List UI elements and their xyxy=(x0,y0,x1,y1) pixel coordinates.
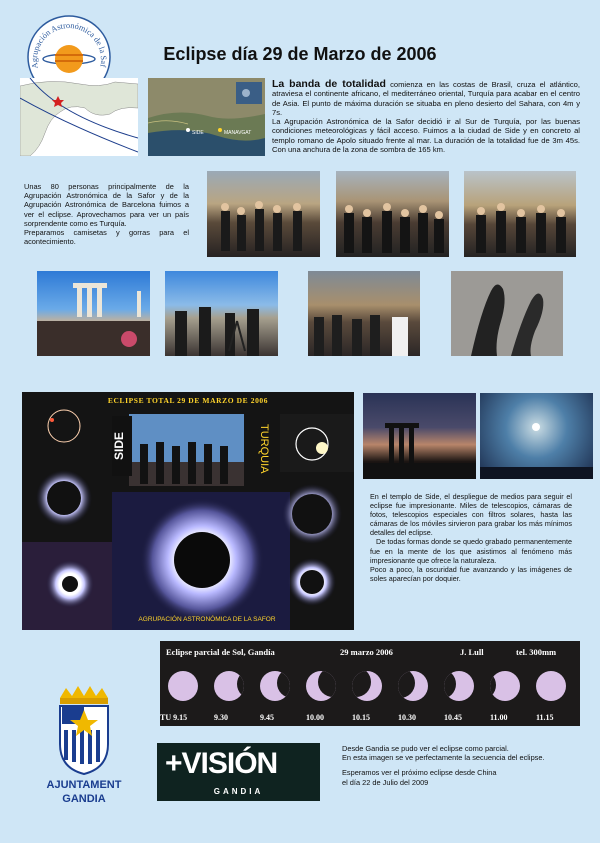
intro-text-2: La Agrupación Astronómica de la Safor decidió ir al Sur de Turquía, por las buenas condiciones meteorológicas y fácil acceso. Fuimos a la ciudad de Side y en concreto al templo romano de Apolo situado frente al mar. La duración de la totalidad fue de 3m 45s. Con una anchura de la zona de sombra de 165 km. xyxy=(272,117,580,155)
time-label: TU 9.15 xyxy=(160,713,188,722)
moon-shadow xyxy=(318,671,336,697)
panel-side-label: SIDE xyxy=(112,416,132,476)
sat-label-manavgat: MANAVGAT xyxy=(224,130,252,136)
mid-paragraph-1: En el templo de Side, el despliegue de medios para seguir el eclipse fue impresionante. Miles de telescopios, cámaras de fotos, telescopios especiales con filtros solares, hasta las cámaras de los móviles sirvieron para grabar los más mínimos detalles del eclipse. xyxy=(370,492,572,538)
telescopes-photo xyxy=(165,271,278,356)
sat-label-side: SIDE xyxy=(192,130,204,136)
partial-sun xyxy=(444,671,474,701)
panel-footer: AGRUPACIÓN ASTRONÓMICA DE LA SAFOR xyxy=(138,616,276,623)
panel-title: ECLIPSE TOTAL 29 DE MARZO DE 2006 xyxy=(107,396,269,405)
group-text-1: Unas 80 personas principalmente de la Agrupación Astronómica de la Safor y de la Agrupación Astronómica de Barcelona fuimos a ver el eclipse. Aprovechamos para ver un país sorprendente como es Turquía. xyxy=(24,182,189,228)
shadow-photo xyxy=(451,271,563,356)
panel-turquia-label: TURQUIA xyxy=(258,424,270,474)
group-paragraph xyxy=(24,182,189,246)
moon-shadow xyxy=(237,671,244,699)
partial-sun xyxy=(536,671,566,701)
moon-shadow xyxy=(444,671,456,699)
ruins-crowd-photo xyxy=(308,271,420,356)
strip-author: J. Lull xyxy=(460,647,484,657)
bottom-line-4: el día 22 de Julio del 2009 xyxy=(342,777,429,787)
strip-title: Eclipse parcial de Sol, Gandía xyxy=(166,647,275,657)
page-title: Eclipse día 29 de Marzo de 2006 xyxy=(163,44,437,64)
partial-sun xyxy=(168,671,198,701)
intro-lead: La banda de totalidad xyxy=(272,78,386,90)
group-photo-1 xyxy=(207,171,320,257)
time-label: 11.00 xyxy=(490,713,508,722)
bottom-line-1: Desde Gandia se pudo ver el eclipse como parcial. xyxy=(342,744,509,753)
partial-sun xyxy=(398,671,428,701)
moon-shadow xyxy=(277,671,290,698)
time-label: 10.15 xyxy=(352,713,370,722)
logo-text: Agrupación Astronómica de la Saf xyxy=(29,21,109,70)
bottom-notes xyxy=(342,744,592,793)
intro-text-1: comienza en las costas de Brasil, cruza el atlántico, atraviesa el continente africano, el mediterráneo oriental, Turquía para acabar en el centro de Asia. El punto de máxima duración se situaba en pleno desierto del Sahara, con 4m y 7s. xyxy=(272,80,580,117)
vision-logo-subtext: GANDIA xyxy=(213,787,264,796)
temple-crowd-photo xyxy=(37,271,150,356)
partial-sun xyxy=(306,671,336,701)
side-temple-text xyxy=(370,492,572,583)
sunset-temple-photo xyxy=(363,393,476,479)
group-photo-3 xyxy=(464,171,576,257)
ajuntament-crest xyxy=(54,684,114,776)
time-label: 11.15 xyxy=(536,713,554,722)
partial-sun xyxy=(214,671,244,701)
time-label: 10.45 xyxy=(444,713,462,722)
group-text-2: Preparamos camisetas y gorras para el acontecimiento. xyxy=(24,228,189,247)
partial-eclipse-strip xyxy=(160,641,580,726)
time-label: 9.45 xyxy=(260,713,274,722)
time-label: 9.30 xyxy=(214,713,228,722)
group-photo-2 xyxy=(336,171,449,257)
satellite-map xyxy=(148,78,265,156)
world-map xyxy=(20,78,138,156)
bottom-line-3: Esperamos ver el próximo eclipse desde China xyxy=(342,768,497,778)
partial-sun xyxy=(260,671,290,701)
partial-sun xyxy=(352,671,382,701)
time-label: 10.30 xyxy=(398,713,416,722)
strip-date: 29 marzo 2006 xyxy=(340,647,393,657)
moon-shadow xyxy=(352,671,371,697)
strip-tel: tel. 300mm xyxy=(516,647,557,657)
vision-gandia-logo xyxy=(157,743,320,801)
ajuntament-line1: AJUNTAMENT xyxy=(46,779,122,791)
moon-shadow xyxy=(398,671,415,698)
ajuntament-label xyxy=(28,778,140,806)
eclipse-sky-photo xyxy=(480,393,593,479)
intro-text xyxy=(272,80,580,154)
mid-paragraph-3: Poco a poco, la oscuridad fue avanzando y las imágenes de soles aparecían por doquier. xyxy=(370,564,572,583)
vision-logo-text: +VISIÓN xyxy=(165,747,278,780)
mid-paragraph-2: De todas formas donde se quedo grabado permanentemente fue en la mente de los que asistimos al fenómeno más impresionante que ofrece la naturaleza. xyxy=(370,537,572,565)
eclipse-totality-panel xyxy=(22,392,354,630)
bottom-line-2: En esta imagen se ve perfectamente la secuencia del eclipse. xyxy=(342,753,545,763)
moon-shadow xyxy=(490,671,496,700)
partial-sun xyxy=(490,671,520,701)
ajuntament-line2: GANDIA xyxy=(62,793,106,805)
time-label: 10.00 xyxy=(306,713,324,722)
